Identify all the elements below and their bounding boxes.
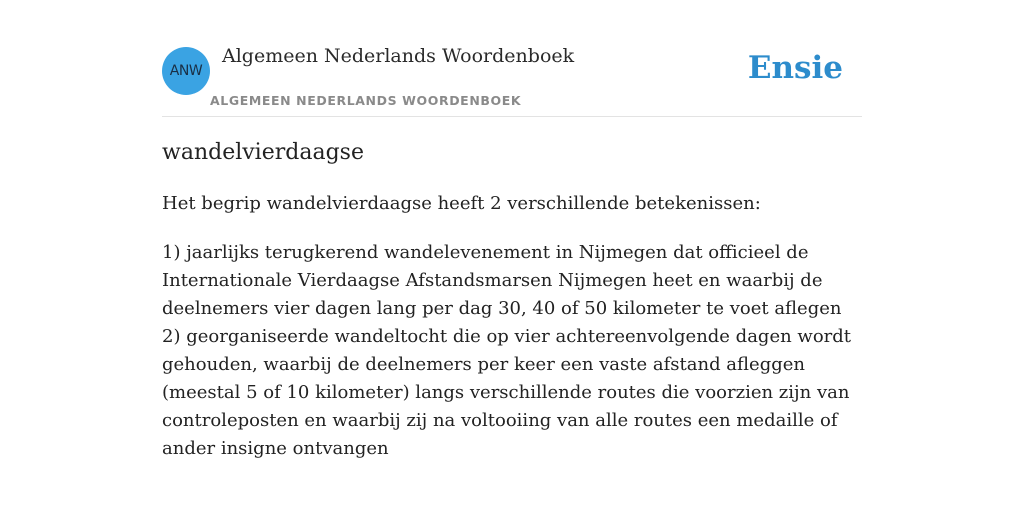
anw-logo[interactable]: ANW bbox=[162, 47, 210, 95]
header bbox=[162, 0, 862, 117]
definition-list bbox=[162, 239, 862, 463]
site-subtitle: ALGEMEEN NEDERLANDS WOORDENBOEK bbox=[210, 93, 522, 108]
definition-item: 1) jaarlijks terugkerend wandelevenement in Nijmegen dat officieel de Internationale Vierdaagse Afstandsmarsen Nijmegen heet en waarbij de deelnemers vier dagen lang per dag 30, 40 of 50 kilometer te voet aflegen bbox=[162, 242, 842, 319]
intro-text: Het begrip wandelvierdaagse heeft 2 verschillende betekenissen: bbox=[162, 193, 761, 214]
ensie-logo[interactable]: Ensie bbox=[747, 50, 843, 86]
page-title: wandelvierdaagse bbox=[162, 140, 364, 165]
definition-item: 2) georganiseerde wandeltocht die op vier achtereenvolgende dagen wordt gehouden, waarbij de deelnemers per keer een vaste afstand afleggen (meestal 5 of 10 kilometer) langs verschillende routes die voorzien zijn van controleposten en waarbij zij na voltooiing van alle routes een medaille of ander insigne ontvangen bbox=[162, 326, 852, 459]
content-container bbox=[162, 0, 862, 459]
site-title[interactable]: Algemeen Nederlands Woordenboek bbox=[222, 45, 575, 67]
